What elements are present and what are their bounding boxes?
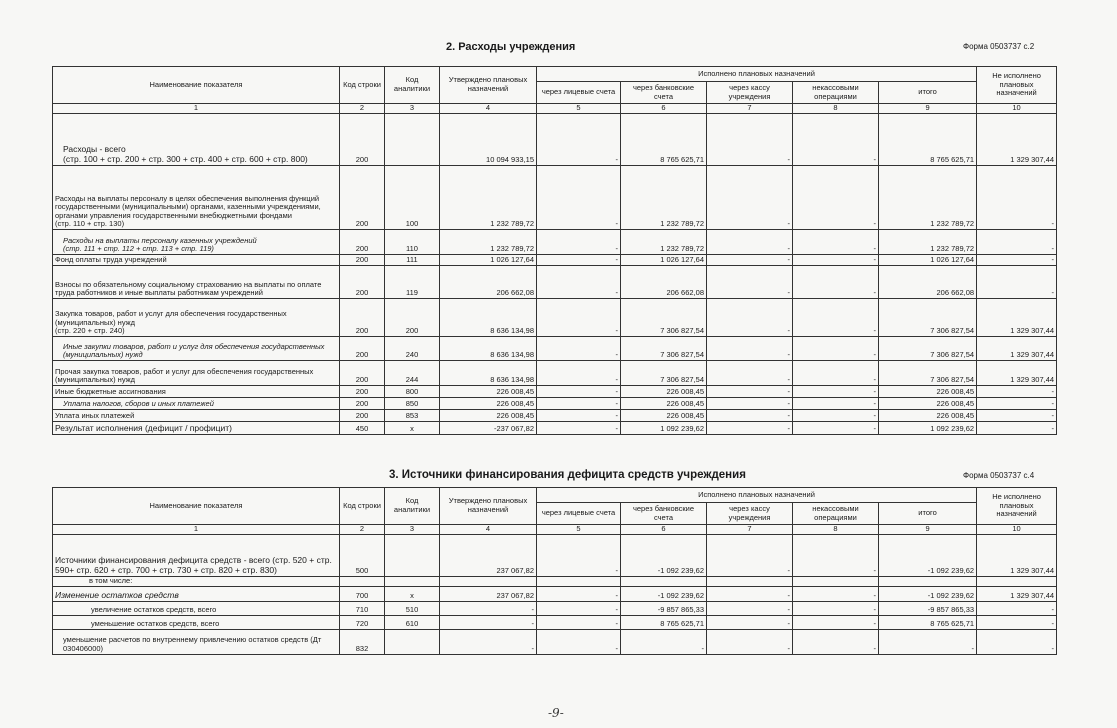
cell-name: Результат исполнения (дефицит / профицит) [53, 422, 340, 435]
cell-via-cash: - [707, 535, 793, 577]
cell-approved: - [440, 629, 537, 654]
cell-not-executed: - [977, 166, 1057, 230]
col-number: 1 [53, 525, 340, 535]
cell-code-row: 200 [340, 255, 385, 266]
cell-approved: 8 636 134,98 [440, 361, 537, 386]
table-row [53, 629, 1057, 654]
column-numbers-row [53, 525, 1057, 535]
cell-via-bank: 1 026 127,64 [621, 255, 707, 266]
table-row [53, 422, 1057, 435]
col-number: 10 [977, 104, 1057, 114]
cell-via-personal: - [537, 166, 621, 230]
cell-code-analytics: 853 [385, 410, 440, 422]
table-row [53, 166, 1057, 230]
cell-code-row: 200 [340, 114, 385, 166]
cell-via-bank: 7 306 827,54 [621, 299, 707, 337]
cell-via-cash: - [707, 361, 793, 386]
cell-code-analytics: 800 [385, 386, 440, 398]
cell-via-cash: - [707, 230, 793, 255]
cell-name: Изменение остатков средств [53, 586, 340, 601]
cell-via-personal [537, 577, 621, 587]
cell-via-cash: - [707, 601, 793, 615]
cell-name: Расходы на выплаты персоналу казенных учреждений (стр. 111 + стр. 112 + стр. 113 + стр. 119) [53, 230, 340, 255]
cell-code-row: 200 [340, 410, 385, 422]
cell-noncash: - [793, 386, 879, 398]
cell-code-row: 700 [340, 586, 385, 601]
cell-noncash: - [793, 255, 879, 266]
cell-approved: 1 026 127,64 [440, 255, 537, 266]
col-number: 3 [385, 525, 440, 535]
cell-via-personal: - [537, 422, 621, 435]
cell-code-row: 450 [340, 422, 385, 435]
cell-via-personal: - [537, 361, 621, 386]
cell-via-bank: - [621, 629, 707, 654]
cell-total: 1 232 789,72 [879, 166, 977, 230]
page-number: -9- [548, 706, 564, 720]
col-number: 4 [440, 104, 537, 114]
cell-not-executed: - [977, 230, 1057, 255]
cell-total: 1 232 789,72 [879, 230, 977, 255]
col-number: 8 [793, 104, 879, 114]
cell-via-cash: - [707, 615, 793, 629]
section2-title: 2. Расходы учреждения [446, 41, 576, 53]
cell-via-bank: 8 765 625,71 [621, 114, 707, 166]
table-row [53, 577, 1057, 587]
cell-via-bank: -1 092 239,62 [621, 586, 707, 601]
cell-code-analytics: 111 [385, 255, 440, 266]
cell-via-personal: - [537, 114, 621, 166]
col-header-total: итого [879, 503, 977, 525]
cell-approved: 237 067,82 [440, 535, 537, 577]
table-row [53, 361, 1057, 386]
col-header-noncash: некассовыми операциями [793, 503, 879, 525]
cell-code-analytics: 110 [385, 230, 440, 255]
cell-not-executed: - [977, 629, 1057, 654]
col-number: 9 [879, 525, 977, 535]
cell-total: 206 662,08 [879, 266, 977, 299]
table-row [53, 586, 1057, 601]
cell-via-personal: - [537, 266, 621, 299]
cell-approved: 1 232 789,72 [440, 166, 537, 230]
cell-noncash: - [793, 166, 879, 230]
cell-name: Взносы по обязательному социальному страхованию на выплаты по оплате труда работников и иные выплаты работникам учреждений [53, 266, 340, 299]
cell-code-analytics: 240 [385, 337, 440, 361]
cell-total: - [879, 629, 977, 654]
table-row [53, 114, 1057, 166]
cell-via-bank: -9 857 865,33 [621, 601, 707, 615]
cell-via-bank: 1 232 789,72 [621, 230, 707, 255]
cell-name: Фонд оплаты труда учреждений [53, 255, 340, 266]
cell-total [879, 577, 977, 587]
cell-via-cash: - [707, 255, 793, 266]
cell-via-cash: - [707, 299, 793, 337]
expenses-table [52, 66, 1057, 435]
cell-name: Расходы на выплаты персоналу в целях обеспечения выполнения функций государственными (муниципальными) органами, казенными учреждениями, органами управления государственными внебюджетными фондами (стр. 110 + стр. 130) [53, 166, 340, 230]
cell-code-analytics: x [385, 422, 440, 435]
cell-not-executed: 1 329 307,44 [977, 361, 1057, 386]
cell-code-analytics: 610 [385, 615, 440, 629]
cell-code-row: 710 [340, 601, 385, 615]
cell-not-executed: 1 329 307,44 [977, 586, 1057, 601]
cell-code-analytics: 119 [385, 266, 440, 299]
cell-name: уменьшение расчетов по внутреннему привлечению остатков средств (Дт 030406000) [53, 629, 340, 654]
cell-approved: 8 636 134,98 [440, 299, 537, 337]
col-header-code-row: Код строки [340, 488, 385, 525]
col-header-noncash: некассовыми операциями [793, 82, 879, 104]
cell-noncash: - [793, 398, 879, 410]
col-header-via-bank: через банковские счета [621, 82, 707, 104]
cell-approved: 8 636 134,98 [440, 337, 537, 361]
cell-code-row: 200 [340, 337, 385, 361]
col-header-name: Наименование показателя [53, 488, 340, 525]
cell-code-row: 200 [340, 266, 385, 299]
cell-via-bank: 1 092 239,62 [621, 422, 707, 435]
section2-form-code: Форма 0503737 с.2 [963, 42, 1035, 51]
cell-via-cash: - [707, 629, 793, 654]
cell-code-analytics [385, 629, 440, 654]
col-header-via-bank: через банковские счета [621, 503, 707, 525]
cell-total: -1 092 239,62 [879, 535, 977, 577]
cell-code-analytics: 100 [385, 166, 440, 230]
col-header-approved: Утверждено плановых назначений [440, 67, 537, 104]
cell-approved: 226 008,45 [440, 398, 537, 410]
cell-via-personal: - [537, 398, 621, 410]
cell-code-row: 200 [340, 166, 385, 230]
cell-name: в том числе: [53, 577, 340, 587]
cell-via-bank: 226 008,45 [621, 410, 707, 422]
cell-total: 8 765 625,71 [879, 114, 977, 166]
col-header-executed: Исполнено плановых назначений [537, 488, 977, 503]
cell-approved: -237 067,82 [440, 422, 537, 435]
cell-name: Прочая закупка товаров, работ и услуг для обеспечения государственных (муниципальных) нужд [53, 361, 340, 386]
table-row [53, 601, 1057, 615]
cell-noncash: - [793, 266, 879, 299]
col-header-via-cash: через кассу учреждения [707, 503, 793, 525]
cell-name: увеличение остатков средств, всего [53, 601, 340, 615]
cell-code-analytics [385, 577, 440, 587]
cell-approved: 10 094 933,15 [440, 114, 537, 166]
financing-sources-table [52, 487, 1057, 655]
cell-via-personal: - [537, 535, 621, 577]
cell-total: 8 765 625,71 [879, 615, 977, 629]
column-numbers-row [53, 104, 1057, 114]
cell-not-executed: - [977, 410, 1057, 422]
cell-total: 1 026 127,64 [879, 255, 977, 266]
col-number: 6 [621, 525, 707, 535]
cell-noncash: - [793, 535, 879, 577]
cell-total: 7 306 827,54 [879, 299, 977, 337]
table-row [53, 398, 1057, 410]
cell-not-executed: - [977, 398, 1057, 410]
cell-name: Иные бюджетные ассигнования [53, 386, 340, 398]
cell-via-cash: - [707, 386, 793, 398]
cell-noncash: - [793, 601, 879, 615]
cell-noncash: - [793, 629, 879, 654]
col-header-via-cash: через кассу учреждения [707, 82, 793, 104]
cell-via-cash [707, 577, 793, 587]
cell-approved [440, 577, 537, 587]
cell-via-personal: - [537, 230, 621, 255]
cell-noncash: - [793, 615, 879, 629]
col-header-code-analytics: Код аналитики [385, 67, 440, 104]
table-row [53, 615, 1057, 629]
col-header-total: итого [879, 82, 977, 104]
cell-noncash: - [793, 299, 879, 337]
cell-not-executed: - [977, 615, 1057, 629]
cell-via-personal: - [537, 337, 621, 361]
col-number: 8 [793, 525, 879, 535]
section3-title: 3. Источники финансирования дефицита средств учреждения [389, 469, 746, 481]
cell-via-personal: - [537, 255, 621, 266]
cell-code-row: 200 [340, 398, 385, 410]
section3-form-code: Форма 0503737 с.4 [963, 471, 1035, 480]
col-number: 5 [537, 525, 621, 535]
cell-name: Источники финансирования дефицита средств - всего (стр. 520 + стр. 590+ стр. 620 + стр. 700 + стр. 730 + стр. 820 + стр. 830) [53, 535, 340, 577]
cell-code-analytics [385, 535, 440, 577]
col-number: 1 [53, 104, 340, 114]
col-header-via-personal: через лицевые счета [537, 503, 621, 525]
cell-via-bank: 7 306 827,54 [621, 337, 707, 361]
cell-approved: - [440, 615, 537, 629]
cell-approved: 237 067,82 [440, 586, 537, 601]
cell-not-executed: - [977, 255, 1057, 266]
cell-approved: 226 008,45 [440, 410, 537, 422]
cell-total: 7 306 827,54 [879, 337, 977, 361]
table-row [53, 386, 1057, 398]
cell-name: Уплата иных платежей [53, 410, 340, 422]
cell-via-cash: - [707, 586, 793, 601]
cell-via-cash: - [707, 266, 793, 299]
cell-not-executed: - [977, 422, 1057, 435]
cell-via-cash: - [707, 166, 793, 230]
cell-total: 226 008,45 [879, 410, 977, 422]
cell-code-analytics: x [385, 586, 440, 601]
cell-total: 7 306 827,54 [879, 361, 977, 386]
cell-via-bank: 206 662,08 [621, 266, 707, 299]
cell-via-cash: - [707, 398, 793, 410]
cell-total: -9 857 865,33 [879, 601, 977, 615]
col-number: 10 [977, 525, 1057, 535]
col-number: 9 [879, 104, 977, 114]
cell-noncash: - [793, 586, 879, 601]
cell-total: 1 092 239,62 [879, 422, 977, 435]
cell-code-row: 200 [340, 230, 385, 255]
col-number: 4 [440, 525, 537, 535]
cell-code-row: 200 [340, 299, 385, 337]
cell-via-cash: - [707, 337, 793, 361]
cell-name: Закупка товаров, работ и услуг для обеспечения государственных (муниципальных) нужд (стр. 220 + стр. 240) [53, 299, 340, 337]
cell-via-personal: - [537, 386, 621, 398]
cell-via-bank [621, 577, 707, 587]
cell-code-row: 720 [340, 615, 385, 629]
cell-noncash [793, 577, 879, 587]
cell-via-personal: - [537, 299, 621, 337]
cell-noncash: - [793, 230, 879, 255]
cell-not-executed: - [977, 386, 1057, 398]
col-number: 7 [707, 525, 793, 535]
table-row [53, 535, 1057, 577]
cell-via-bank: 7 306 827,54 [621, 361, 707, 386]
cell-code-row: 500 [340, 535, 385, 577]
cell-total: 226 008,45 [879, 398, 977, 410]
cell-not-executed: 1 329 307,44 [977, 535, 1057, 577]
cell-not-executed [977, 577, 1057, 587]
table-row [53, 255, 1057, 266]
cell-total: -1 092 239,62 [879, 586, 977, 601]
table-row [53, 266, 1057, 299]
cell-name: Иные закупки товаров, работ и услуг для обеспечения государственных (муниципальных) нужд [53, 337, 340, 361]
col-header-executed: Исполнено плановых назначений [537, 67, 977, 82]
cell-not-executed: - [977, 266, 1057, 299]
cell-via-cash: - [707, 114, 793, 166]
cell-via-bank: -1 092 239,62 [621, 535, 707, 577]
cell-not-executed: - [977, 601, 1057, 615]
table-row [53, 337, 1057, 361]
cell-approved: 1 232 789,72 [440, 230, 537, 255]
cell-not-executed: 1 329 307,44 [977, 114, 1057, 166]
col-number: 2 [340, 525, 385, 535]
col-header-via-personal: через лицевые счета [537, 82, 621, 104]
cell-code-analytics: 244 [385, 361, 440, 386]
col-header-name: Наименование показателя [53, 67, 340, 104]
cell-name: Расходы - всего (стр. 100 + стр. 200 + стр. 300 + стр. 400 + стр. 600 + стр. 800) [53, 114, 340, 166]
col-header-not-executed: Не исполнено плановых назначений [977, 488, 1057, 525]
cell-noncash: - [793, 337, 879, 361]
cell-via-cash: - [707, 410, 793, 422]
cell-via-bank: 1 232 789,72 [621, 166, 707, 230]
cell-name: уменьшение остатков средств, всего [53, 615, 340, 629]
col-header-code-analytics: Код аналитики [385, 488, 440, 525]
cell-via-personal: - [537, 601, 621, 615]
cell-via-bank: 8 765 625,71 [621, 615, 707, 629]
table-row [53, 230, 1057, 255]
col-number: 6 [621, 104, 707, 114]
cell-noncash: - [793, 422, 879, 435]
col-header-code-row: Код строки [340, 67, 385, 104]
col-number: 5 [537, 104, 621, 114]
cell-code-row: 832 [340, 629, 385, 654]
cell-via-personal: - [537, 586, 621, 601]
cell-via-bank: 226 008,45 [621, 386, 707, 398]
cell-code-analytics: 510 [385, 601, 440, 615]
cell-approved: - [440, 601, 537, 615]
col-number: 7 [707, 104, 793, 114]
cell-total: 226 008,45 [879, 386, 977, 398]
cell-noncash: - [793, 410, 879, 422]
cell-via-cash: - [707, 422, 793, 435]
cell-code-row [340, 577, 385, 587]
cell-code-analytics: 200 [385, 299, 440, 337]
table-row [53, 410, 1057, 422]
cell-not-executed: 1 329 307,44 [977, 299, 1057, 337]
cell-noncash: - [793, 114, 879, 166]
cell-via-bank: 226 008,45 [621, 398, 707, 410]
col-number: 2 [340, 104, 385, 114]
table-row [53, 299, 1057, 337]
cell-via-personal: - [537, 410, 621, 422]
cell-approved: 206 662,08 [440, 266, 537, 299]
col-header-approved: Утверждено плановых назначений [440, 488, 537, 525]
cell-via-personal: - [537, 629, 621, 654]
col-header-not-executed: Не исполнено плановых назначений [977, 67, 1057, 104]
cell-code-row: 200 [340, 386, 385, 398]
cell-via-personal: - [537, 615, 621, 629]
cell-code-analytics [385, 114, 440, 166]
cell-noncash: - [793, 361, 879, 386]
cell-code-analytics: 850 [385, 398, 440, 410]
col-number: 3 [385, 104, 440, 114]
cell-code-row: 200 [340, 361, 385, 386]
cell-not-executed: 1 329 307,44 [977, 337, 1057, 361]
cell-approved: 226 008,45 [440, 386, 537, 398]
cell-name: Уплата налогов, сборов и иных платежей [53, 398, 340, 410]
